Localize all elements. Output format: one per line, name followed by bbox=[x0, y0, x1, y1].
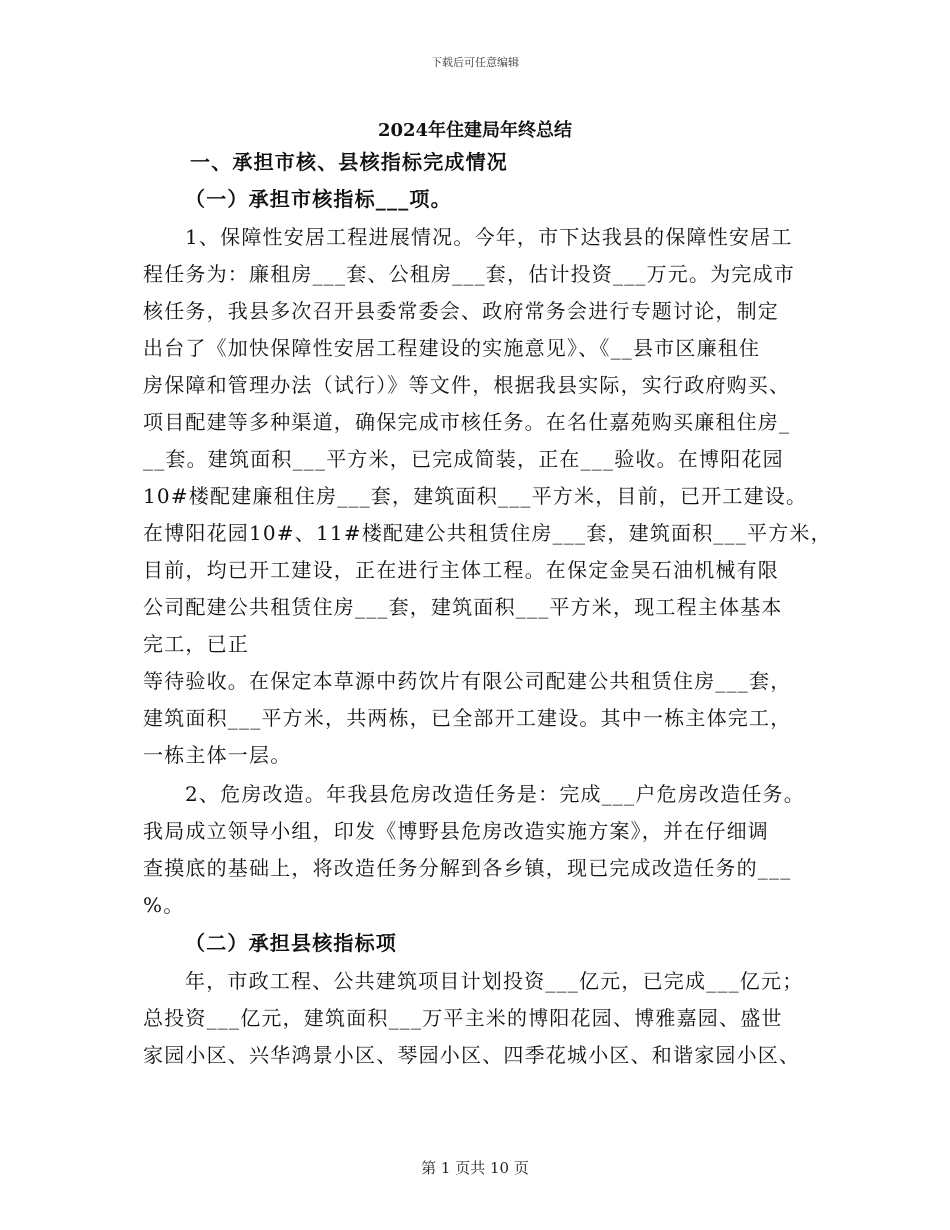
header-note: 下载后可任意编辑 bbox=[431, 56, 519, 69]
paragraph-line: 查摸底的基础上，将改造任务分解到各乡镇，现已完成改造任务的___ bbox=[143, 856, 792, 880]
page-footer: 第 1 页共 10 页 bbox=[421, 1159, 529, 1177]
subsection-heading-1: （一）承担市核指标___项。 bbox=[185, 187, 452, 211]
paragraph-line: 在博阳花园10#、11#楼配建公共租赁住房___套，建筑面积___平方米， bbox=[143, 521, 832, 545]
section-heading-1: 一、承担市核、县核指标完成情况 bbox=[190, 150, 508, 174]
paragraph-line: 目前，均已开工建设，正在进行主体工程。在保定金昊石油机械有限 bbox=[143, 558, 779, 582]
paragraph-line: 10#楼配建廉租住房___套，建筑面积___平方米，目前，已开工建设。 bbox=[143, 484, 808, 508]
paragraph-line: __套。建筑面积___平方米，已完成简装，正在___验收。在博阳花园 bbox=[143, 447, 784, 471]
paragraph-line: 出台了《加快保障性安居工程建设的实施意见》、《__县市区廉租住 bbox=[143, 336, 761, 360]
paragraph-line: 2、危房改造。年我县危房改造任务是：完成___户危房改造任务。 bbox=[185, 782, 805, 806]
subsection-heading-2: （二）承担县核指标项 bbox=[185, 931, 397, 955]
paragraph-line: 年，市政工程、公共建筑项目计划投资___亿元，已完成___亿元； bbox=[185, 969, 804, 993]
paragraph-line: %。 bbox=[143, 893, 185, 917]
paragraph-line: 完工，已正 bbox=[143, 632, 249, 656]
paragraph-line: 1、保障性安居工程进展情况。今年，市下达我县的保障性安居工 bbox=[185, 225, 793, 249]
paragraph-line: 公司配建公共租赁住房___套，建筑面积___平方米，现工程主体基本 bbox=[143, 595, 783, 619]
paragraph-line: 总投资___亿元，建筑面积___万平主米的博阳花园、博雅嘉园、盛世 bbox=[143, 1006, 783, 1030]
paragraph-line: 房保障和管理办法（试行）》等文件，根据我县实际，实行政府购买、 bbox=[143, 373, 791, 397]
paragraph-line: 一栋主体一层。 bbox=[143, 743, 292, 767]
paragraph-line: 我局成立领导小组，印发《博野县危房改造实施方案》，并在仔细调 bbox=[143, 819, 769, 843]
document-title: 2024年住建局年终总结 bbox=[377, 120, 573, 141]
paragraph-line: 核任务，我县多次召开县委常委会、政府常务会进行专题讨论，制定 bbox=[143, 299, 779, 323]
paragraph-line: 建筑面积___平方米，共两栋，已全部开工建设。其中一栋主体完工， bbox=[143, 706, 792, 730]
paragraph-line: 家园小区、兴华鸿景小区、琴园小区、四季花城小区、和谐家园小区、 bbox=[143, 1043, 801, 1067]
paragraph-line: 程任务为：廉租房___套、公租房___套，估计投资___万元。为完成市 bbox=[143, 262, 795, 286]
paragraph-line: 项目配建等多种渠道，确保完成市核任务。在名仕嘉苑购买廉租住房_ bbox=[143, 410, 791, 434]
paragraph-line: 等待验收。在保定本草源中药饮片有限公司配建公共租赁住房___套， bbox=[143, 669, 792, 693]
